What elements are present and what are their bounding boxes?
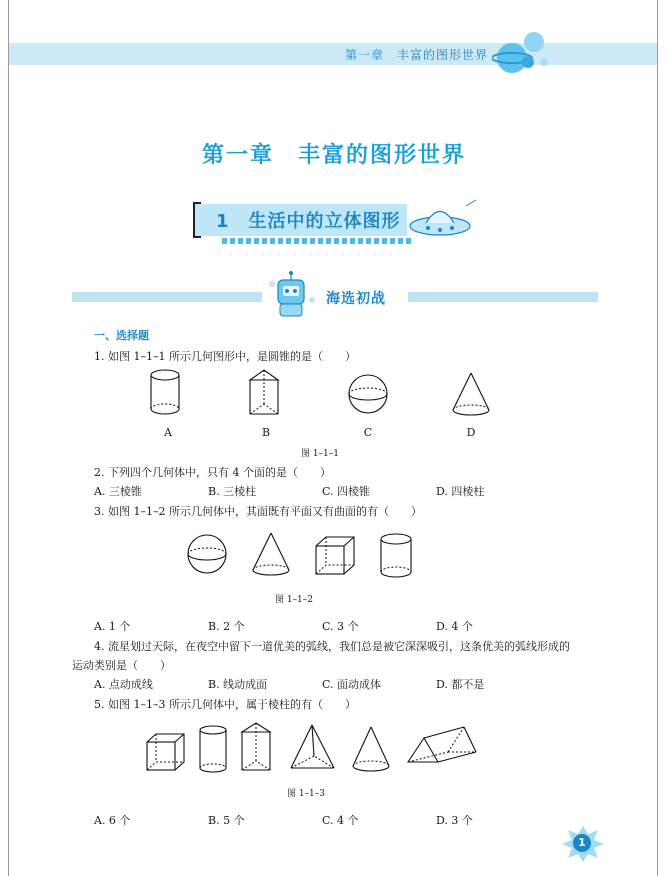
q4-option-c: C. 面动成体 xyxy=(322,678,382,691)
q1-stem: 1. 如图 1–1–1 所示几何图形中，是圆锥的是（ ） xyxy=(94,350,356,363)
q4-option-d: D. 都不是 xyxy=(436,678,485,691)
q5-stem: 5. 如图 1–1–3 所示几何体中，属于棱柱的有（ ） xyxy=(94,698,356,711)
ufo-icon xyxy=(406,196,478,248)
q1-label-b: B xyxy=(261,426,271,439)
q3-option-a: A. 1 个 xyxy=(94,620,131,633)
figure-caption-1-1-1: 图 1–1–1 xyxy=(300,449,340,459)
q1-label-d: D xyxy=(466,426,476,439)
cone-figure-3 xyxy=(350,724,392,774)
q3-option-b: B. 2 个 xyxy=(208,620,245,633)
q2-stem: 2. 下列四个几何体中，只有 4 个面的是（ ） xyxy=(94,466,331,479)
triangular-pyramid-figure xyxy=(288,722,338,772)
cylinder-figure-3 xyxy=(195,724,231,774)
q2-option-c: C. 四棱锥 xyxy=(322,485,371,498)
q4-option-a: A. 点动成线 xyxy=(94,678,153,691)
q2-option-b: B. 三棱柱 xyxy=(208,485,257,498)
banner-title: 海选初战 xyxy=(326,291,386,307)
q5-option-d: D. 3 个 xyxy=(436,814,473,827)
figure-caption-1-1-3: 图 1–1–3 xyxy=(286,789,326,799)
q2-option-d: D. 四棱柱 xyxy=(436,485,485,498)
cone-figure-2 xyxy=(250,530,292,578)
q5-option-b: B. 5 个 xyxy=(208,814,245,827)
cube-figure xyxy=(312,534,356,578)
banner-bar-left xyxy=(72,292,262,302)
planets-icon xyxy=(492,28,552,80)
triangular-prism-figure xyxy=(244,366,284,420)
cube-figure-2 xyxy=(144,730,186,774)
robot-icon xyxy=(266,270,322,324)
cone-figure xyxy=(450,370,492,418)
sphere-figure-2 xyxy=(185,532,229,576)
q5-option-c: C. 4 个 xyxy=(322,814,359,827)
cylinder-figure xyxy=(146,368,184,418)
section-underline xyxy=(222,238,412,244)
triangular-prism-figure-2 xyxy=(238,720,276,774)
q4-option-b: B. 线动成面 xyxy=(208,678,268,691)
section-title: 1 生活中的立体图形 xyxy=(216,211,401,232)
q2-option-a: A. 三棱锥 xyxy=(94,485,142,498)
triangular-prism-lying-figure xyxy=(404,724,480,772)
q1-label-a: A xyxy=(164,426,172,439)
q4-stem-line1: 4. 流星划过天际，在夜空中留下一道优美的弧线，我们总是被它深深吸引，这条优美的弧线形成的 xyxy=(94,640,570,653)
figure-caption-1-1-2: 图 1–1–2 xyxy=(274,595,314,605)
chapter-title: 第一章 丰富的图形世界 xyxy=(201,143,466,168)
q3-option-d: D. 4 个 xyxy=(436,620,473,633)
q1-label-c: C xyxy=(363,426,373,439)
page-number: 1 xyxy=(573,834,591,852)
question-type-heading: 一、选择题 xyxy=(94,329,149,342)
sphere-figure xyxy=(346,372,390,416)
q5-option-a: A. 6 个 xyxy=(94,814,131,827)
q3-option-c: C. 3 个 xyxy=(322,620,359,633)
banner-bar-right xyxy=(408,292,598,302)
header-band xyxy=(9,43,657,65)
q4-stem-line2: 运动类别是（ ） xyxy=(72,659,171,672)
section-bracket xyxy=(193,202,201,238)
cylinder-figure-2 xyxy=(377,532,415,580)
running-header: 第一章 丰富的图形世界 xyxy=(344,48,488,62)
q3-stem: 3. 如图 1–1–2 所示几何体中，其面既有平面又有曲面的有（ ） xyxy=(94,505,422,518)
